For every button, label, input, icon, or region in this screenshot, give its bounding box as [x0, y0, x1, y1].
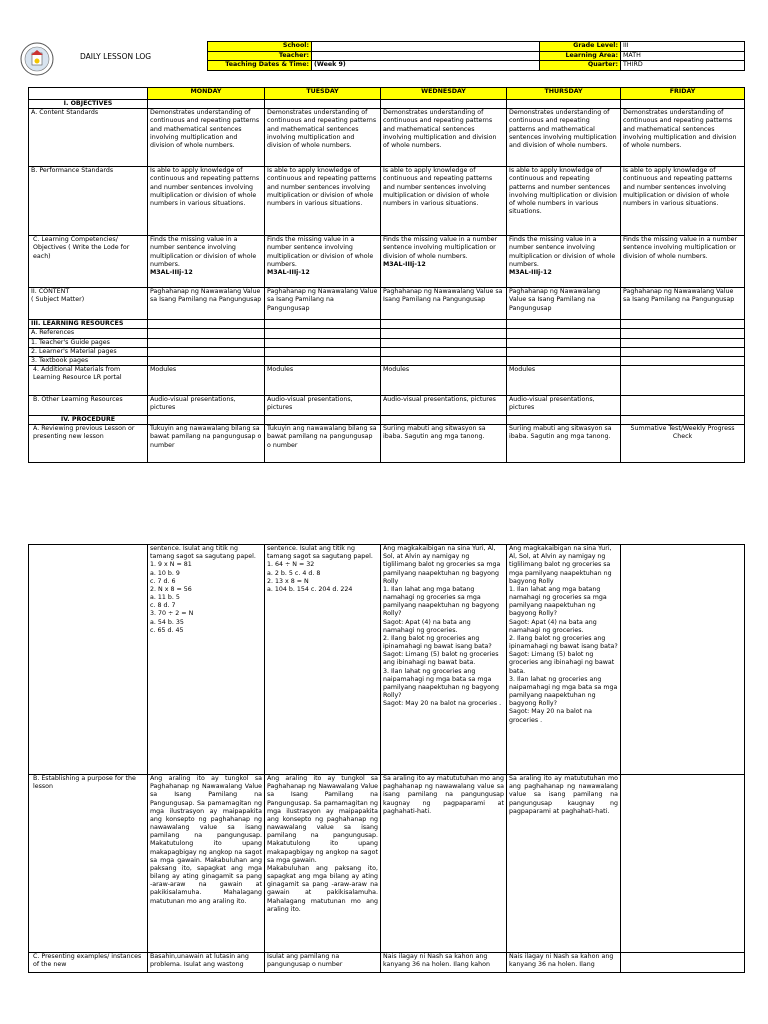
cell-tuesday — [265, 100, 381, 109]
cell-text: Demonstrates understanding of continuous and repeating patterns and mathematical sentences involving multiplication and division of whole numbers. — [383, 109, 497, 149]
cell-tuesday — [265, 396, 381, 416]
row-label: C. Learning Competencies/ Objectives ( Write the Lode for each) — [29, 236, 148, 288]
row-label: B. Performance Standards — [29, 167, 148, 236]
cell-friday — [621, 329, 745, 338]
cell-wednesday — [381, 320, 507, 329]
competency-code: M3AL-IIIj-12 — [150, 268, 193, 276]
cell-text: Modules — [267, 366, 294, 374]
cell-text: Finds the missing value in a number sentence involving multiplication or division of whole numbers. — [267, 236, 374, 268]
cell-wednesday — [381, 288, 507, 320]
cell-wednesday — [381, 356, 507, 365]
cell-thursday — [507, 100, 621, 109]
row-label: II. CONTENT ( Subject Matter) — [29, 288, 148, 320]
competency-code: M3AL-IIIj-12 — [509, 268, 552, 276]
row-label: B. Other Learning Resources — [29, 396, 148, 416]
cell-friday — [621, 425, 745, 463]
cell-wednesday — [381, 100, 507, 109]
cell-wednesday — [381, 329, 507, 338]
cell-wednesday: Ang magkakaibigan na sina Yuri, Al, Sol, at Alvin ay namigay ng tiglilimang balot ng groceries sa mga pamilyang naapektuhan ng bagyong Rolly 1. Ilan lahat ang mga batang namahagi ng groceries sa mga pamilyang naapektuhan ng bagyong Rolly? Sagot: Apat (4) na bata ang namahagi ng groceries. 2. Ilang balot ng groceries ang ipinamahagi ng bawat isang bata? Sagot: Limang (5) balot ng groceries ang ibinahagi ng bawat bata. 3. Ilan lahat ng groceries ang naipamahagi ng mga bata sa mga pamilyang naapektuhan ng bagyong Rolly? Sagot: May 20 na balot na groceries . — [381, 545, 507, 775]
cell-thursday — [507, 356, 621, 365]
cell-monday — [148, 356, 265, 365]
cell-text: Is able to apply knowledge of continuous and repeating patterns and number sentences involving multiplication or division of whole numbers in various situations. — [267, 167, 377, 207]
grade-level-value: III — [621, 42, 745, 52]
lesson-row — [29, 775, 745, 953]
cell-text: Is able to apply knowledge of continuous and repeating patterns and number sentences involving multiplication or division of whole numbers in various situations. — [509, 167, 618, 216]
cell-wednesday — [381, 396, 507, 416]
lesson-row — [29, 545, 745, 775]
cell-friday — [621, 338, 745, 347]
cell-monday — [148, 416, 265, 425]
cell-thursday — [507, 167, 621, 236]
cell-text: Demonstrates understanding of continuous and repeating patterns and mathematical sentences involving multiplication and division of whole numbers. — [150, 109, 260, 149]
cell-monday: Basahin,unawain at lutasin ang problema. Isulat ang wastong — [148, 953, 265, 973]
lesson-row — [29, 425, 745, 463]
cell-text: Tukuyin ang nawawalang bilang sa bawat pamilang na pangungusap o number — [267, 425, 377, 449]
cell-text: Modules — [383, 366, 410, 374]
cell-text: Demonstrates understanding of continuous and repeating patterns and mathematical sentences involving multiplication and division of whole numbers. — [267, 109, 377, 149]
cell-wednesday — [381, 366, 507, 396]
cell-thursday — [507, 347, 621, 356]
learning-area-value: MATH — [621, 51, 745, 61]
row-label: 3. Textbook pages — [29, 356, 148, 365]
row-label: A. References — [29, 329, 148, 338]
cell-text: Finds the missing value in a number sentence involving multiplication or division of whole numbers. — [150, 236, 257, 268]
lesson-row — [29, 366, 745, 396]
cell-tuesday — [265, 288, 381, 320]
cell-thursday: Ang magkakaibigan na sina Yuri, Al, Sol, at Alvin ay namigay ng tiglilimang balot ng groceries sa mga pamilyang naapektuhan ng bagyong Rolly 1. Ilan lahat ang mga batang namahagi ng groceries sa mga pamilyang naapektuhan ng bagyong Rolly? Sagot: Apat (4) na bata ang namahagi ng groceries. 2. Ilang balot ng groceries ang ipinamahagi ng bawat isang bata? Sagot: Limang (5) balot ng groceries ang ibinahagi ng bawat bata. 3. Ilan lahat ng groceries ang naipamahagi ng mga bata sa mga pamilyang naapektuhan ng bagyong Rolly? Sagot: May 20 na balot na groceries . — [507, 545, 621, 775]
cell-tuesday: sentence. Isulat ang titik ng tamang sagot sa sagutang papel. 1. 64 ÷ N = 32 a. 2 b. 5 c. 4 d. 8 2. 13 x 8 = N a. 104 b. 154 c. 204 d. 224 — [265, 545, 381, 775]
lesson-table-page-2 — [28, 544, 745, 973]
competency-code: M3AL-IIIj-12 — [267, 268, 310, 276]
cell-monday — [148, 366, 265, 396]
row-label: IV. PROCEDURE — [29, 416, 148, 425]
lesson-row — [29, 288, 745, 320]
cell-tuesday — [265, 236, 381, 288]
lesson-table-page-1 — [28, 87, 745, 463]
cell-thursday: Sa araling ito ay matututuhan mo ang paghahanap ng nawawalang value sa isang pamilang na pangungusap kaugnay ng pagpaparami at paghahati-hati. — [507, 775, 621, 953]
cell-friday — [621, 100, 745, 109]
cell-wednesday: Nais ilagay ni Nash sa kahon ang kanyang 36 na holen. Ilang kahon — [381, 953, 507, 973]
day-wednesday: WEDNESDAY — [381, 88, 507, 100]
cell-monday — [148, 109, 265, 167]
lesson-row — [29, 100, 745, 109]
cell-thursday — [507, 425, 621, 463]
row-label: 4. Additional Materials from Learning Resource LR portal — [29, 366, 148, 396]
cell-thursday — [507, 396, 621, 416]
teacher-value — [312, 51, 540, 61]
lesson-row — [29, 347, 745, 356]
cell-text: Summative Test/Weekly Progress Check — [630, 425, 735, 441]
cell-tuesday: Isulat ang pamilang na pangungusap o number — [265, 953, 381, 973]
cell-monday — [148, 329, 265, 338]
lesson-row — [29, 329, 745, 338]
cell-friday — [621, 167, 745, 236]
cell-tuesday — [265, 347, 381, 356]
cell-tuesday — [265, 356, 381, 365]
cell-monday — [148, 396, 265, 416]
cell-thursday — [507, 366, 621, 396]
cell-friday — [621, 288, 745, 320]
lesson-row — [29, 338, 745, 347]
school-label: School: — [208, 42, 312, 52]
lesson-row — [29, 396, 745, 416]
cell-text: Tukuyin ang nawawalang bilang sa bawat pamilang na pangungusap o number — [150, 425, 262, 449]
cell-monday — [148, 100, 265, 109]
row-label: I. OBJECTIVES — [29, 100, 148, 109]
lesson-row — [29, 167, 745, 236]
competency-code: M3AL-IIIj-12 — [383, 260, 426, 268]
cell-text: Finds the missing value in a number sentence involving multiplication or division of whole numbers. — [623, 236, 738, 260]
cell-text: Audio-visual presentations, pictures — [150, 396, 236, 412]
cell-friday — [621, 236, 745, 288]
school-row — [208, 42, 745, 52]
cell-tuesday — [265, 329, 381, 338]
cell-monday — [148, 425, 265, 463]
learning-area-label: Learning Area: — [540, 51, 621, 61]
cell-friday — [621, 366, 745, 396]
lesson-row — [29, 236, 745, 288]
row-label: A. Content Standards — [29, 109, 148, 167]
row-label: 1. Teacher's Guide pages — [29, 338, 148, 347]
row-label: C. Presenting examples/ instances of the new — [29, 953, 148, 973]
dates-row — [208, 61, 745, 71]
cell-monday: Ang araling ito ay tungkol sa Paghahanap ng Nawawalang Value sa Isang Pamilang na Pangungusap. Sa pamamagitan ng mga ilustrasyon ay maipapakita ang konsepto ng paghahanap ng nawawalang value sa isang pamilang na pangungusap. Makatutulong ito upang makapagbigay ng angkop na sagot sa mga gawain. Makabuluhan ang paksang ito, sapagkat ang mga bilang ay ating ginagamit sa pang -araw-araw na gawain at pakikisalamuha. Mahalagang matutunan mo ang araling ito. — [148, 775, 265, 953]
cell-text: Paghahanap ng Nawawalang Value sa Isang Pamilang na Pangungusap — [623, 288, 735, 304]
cell-text: Is able to apply knowledge of continuous and repeating patterns and number sentences involving multiplication or division of whole numbers in various situations. — [150, 167, 260, 207]
cell-tuesday — [265, 425, 381, 463]
cell-text: Audio-visual presentations, pictures — [267, 396, 353, 412]
cell-tuesday — [265, 416, 381, 425]
cell-tuesday: Ang araling ito ay tungkol sa Paghahanap ng Nawawalang Value sa Isang Pamilang na Pangungusap. Sa pamamagitan ng mga ilustrasyon ay maipapakita ang konsepto ng paghahanap ng nawawalang value sa isang pamilang na pangungusap. Makatutulong ito upang makapagbigay ng angkop na sagot sa mga gawain. Makabuluhan ang paksang ito, sapagkat ang mga bilang ay ating ginagamit sa pang -araw-araw na gawain at pakikisalamuha. Mahalagang matutunan mo ang araling ito. — [265, 775, 381, 953]
cell-friday — [621, 545, 745, 775]
cell-monday — [148, 338, 265, 347]
cell-monday: sentence. Isulat ang titik ng tamang sagot sa sagutang papel. 1. 9 x N = 81 a. 10 b. 9 c. 7 d. 6 2. N x 8 = 56 a. 11 b. 5 c. 8 d. 7 3. 70 ÷ 2 = N a. 54 b. 35 c. 65 d. 45 — [148, 545, 265, 775]
cell-wednesday — [381, 347, 507, 356]
lesson-row — [29, 953, 745, 973]
cell-wednesday: Sa araling ito ay matututuhan mo ang paghahanap ng nawawalang value sa isang pamilang na pangungusap kaugnay ng pagpaparami at paghahati-hati. — [381, 775, 507, 953]
day-monday: MONDAY — [148, 88, 265, 100]
cell-tuesday — [265, 320, 381, 329]
cell-friday — [621, 356, 745, 365]
cell-text: Paghahanap ng Nawawalang Value sa Isang Pamilang na Pangungusap — [383, 288, 503, 304]
cell-tuesday — [265, 366, 381, 396]
day-header-row — [29, 88, 745, 100]
row-label: 2. Learner's Material pages — [29, 347, 148, 356]
teaching-dates-value: (Week 9) — [312, 61, 540, 71]
day-friday: FRIDAY — [621, 88, 745, 100]
cell-text: Finds the missing value in a number sentence involving multiplication or division of whole numbers. — [509, 236, 616, 268]
cell-text: Demonstrates understanding of continuous and repeating patterns and mathematical sentences involving multiplication and division of whole numbers. — [509, 109, 617, 149]
cell-thursday — [507, 338, 621, 347]
quarter-value: THIRD — [621, 61, 745, 71]
cell-tuesday — [265, 167, 381, 236]
cell-text: Modules — [509, 366, 536, 374]
cell-friday — [621, 416, 745, 425]
cell-tuesday — [265, 109, 381, 167]
cell-monday — [148, 167, 265, 236]
lesson-row — [29, 356, 745, 365]
cell-text: Modules — [150, 366, 177, 374]
teacher-label: Teacher: — [208, 51, 312, 61]
header-table — [207, 41, 745, 71]
cell-friday — [621, 320, 745, 329]
cell-text: Is able to apply knowledge of continuous and repeating patterns and number sentences involving multiplication or division of whole numbers in various situations. — [383, 167, 493, 207]
cell-wednesday — [381, 338, 507, 347]
cell-monday — [148, 288, 265, 320]
cell-wednesday — [381, 109, 507, 167]
cell-tuesday — [265, 338, 381, 347]
cell-wednesday — [381, 167, 507, 236]
day-thursday: THURSDAY — [507, 88, 621, 100]
cell-thursday — [507, 320, 621, 329]
cell-text: Audio-visual presentations, pictures — [383, 396, 496, 404]
cell-thursday — [507, 109, 621, 167]
cell-monday — [148, 236, 265, 288]
grade-level-label: Grade Level: — [540, 42, 621, 52]
cell-text: Paghahanap ng Nawawalang Value sa Isang Pamilang na Pangungusap — [267, 288, 378, 312]
cell-wednesday — [381, 416, 507, 425]
quarter-label: Quarter: — [540, 61, 621, 71]
cell-thursday: Nais ilagay ni Nash sa kahon ang kanyang 36 na holen. Ilang — [507, 953, 621, 973]
cell-wednesday — [381, 425, 507, 463]
cell-text: Demonstrates understanding of continuous and repeating patterns and mathematical sentences involving multiplication and division of whole numbers. — [623, 109, 737, 149]
cell-monday — [148, 347, 265, 356]
cell-text: Finds the missing value in a number sentence involving multiplication or division of whole numbers. — [383, 236, 498, 260]
lesson-row — [29, 109, 745, 167]
cell-thursday — [507, 236, 621, 288]
cell-text: Is able to apply knowledge of continuous and repeating patterns and number sentences involving multiplication or division of whole numbers in various situations. — [623, 167, 733, 207]
school-value — [312, 42, 540, 52]
cell-friday — [621, 109, 745, 167]
row-label: A. Reviewing previous Lesson or presenting new lesson — [29, 425, 148, 463]
teaching-dates-label: Teaching Dates & Time: — [208, 61, 312, 71]
cell-text: Suriing mabuti ang sitwasyon sa ibaba. Sagutin ang mga tanong. — [509, 425, 612, 441]
cell-friday — [621, 953, 745, 973]
cell-friday — [621, 347, 745, 356]
cell-thursday — [507, 329, 621, 338]
row-label — [29, 545, 148, 775]
cell-text: Suriing mabuti ang sitwasyon sa ibaba. Sagutin ang mga tanong. — [383, 425, 486, 441]
cell-friday — [621, 396, 745, 416]
cell-text: Paghahanap ng Nawawalang Value sa Isang Pamilang na Pangungusap — [150, 288, 262, 304]
deped-seal-icon — [20, 42, 54, 76]
cell-thursday — [507, 416, 621, 425]
cell-thursday — [507, 288, 621, 320]
row-label: B. Establishing a purpose for the lesson — [29, 775, 148, 953]
cell-wednesday — [381, 236, 507, 288]
lesson-row — [29, 320, 745, 329]
cell-text: Paghahanap ng Nawawalang Value sa Isang Pamilang na Pangungusap — [509, 288, 601, 312]
lesson-row — [29, 416, 745, 425]
cell-friday — [621, 775, 745, 953]
row-label: III. LEARNING RESOURCES — [29, 320, 148, 329]
document-title: DAILY LESSON LOG — [80, 52, 152, 61]
cell-monday — [148, 320, 265, 329]
day-tuesday: TUESDAY — [265, 88, 381, 100]
cell-text: Audio-visual presentations, pictures — [509, 396, 595, 412]
teacher-row — [208, 51, 745, 61]
